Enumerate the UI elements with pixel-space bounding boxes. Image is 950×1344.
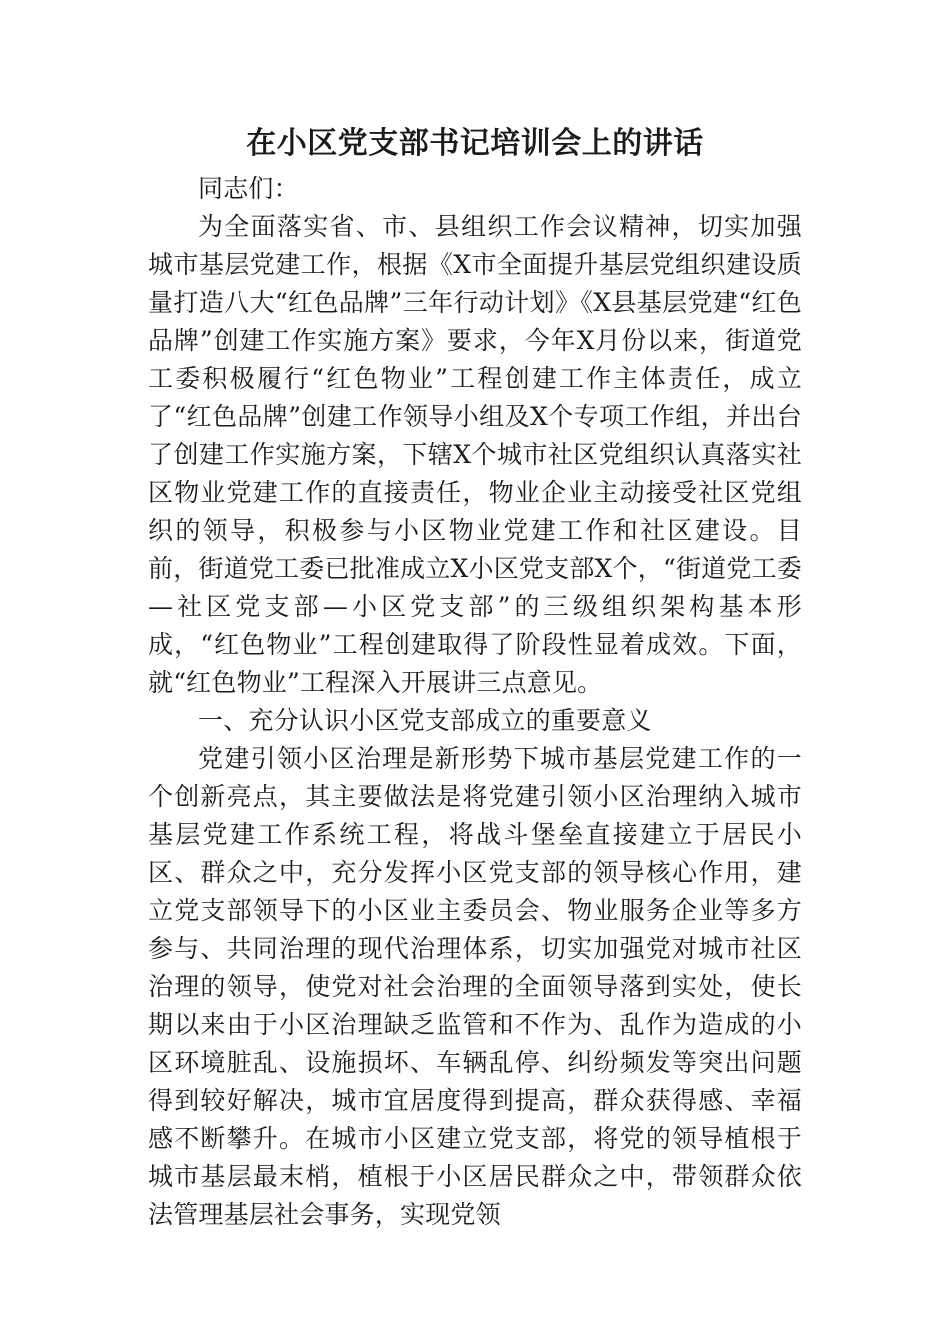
document-title: 在小区党支部书记培训会上的讲话 (246, 126, 704, 161)
section-paragraph: 党建引领小区治理是新形势下城市基层党建工作的一个创新亮点，其主要做法是将党建引领小区治理纳入城市基层党建工作系统工程，将战斗堡垒直接建立于居民小区、群众之中，充分发挥小区党支部的领导核心作用，建立党支部领导下的小区业主委员会、物业服务企业等多方参与、共同治理的现代治理体系，切实加强党对城市社区治理的领导，使党对社会治理的全面领导落到实处，使长期以来由于小区治理缺乏监管和不作为、乱作为造成的小区环境脏乱、设施损坏、车辆乱停、纠纷频发等突出问题得到较好解决，城市宜居度得到提高，群众获得感、幸福感不断攀升。在城市小区建立党支部，将党的领导植根于城市基层最末梢，植根于小区居民群众之中，带领群众依法管理基层社会事务，实现党领 (148, 744, 802, 1229)
salutation: 同志们： (198, 174, 299, 203)
intro-paragraph: 为全面落实省、市、县组织工作会议精神，切实加强城市基层党建工作，根据《X市全面提升基层党组织建设质量打造八大“红色品牌”三年行动计划》《X县基层党建“红色品牌”创建工作实施方案》要求，今年X月份以来，街道党工委积极履行“红色物业”工程创建工作主体责任，成立了“红色品牌”创建工作领导小组及X个专项工作组，并出台了创建工作实施方案，下辖X个城市社区党组织认真落实社区物业党建工作的直接责任，物业企业主动接受社区党组织的领导，积极参与小区物业党建工作和社区建设。目前，街道党工委已批准成立X小区党支部X个，“街道党工委—社区党支部—小区党支部”的三级组织架构基本形成，“红色物业”工程创建取得了阶段性显着成效。下面，就“红色物业”工程深入开展讲三点意见。 (148, 212, 802, 697)
section-heading: 一、充分认识小区党支部成立的重要意义 (198, 706, 652, 735)
